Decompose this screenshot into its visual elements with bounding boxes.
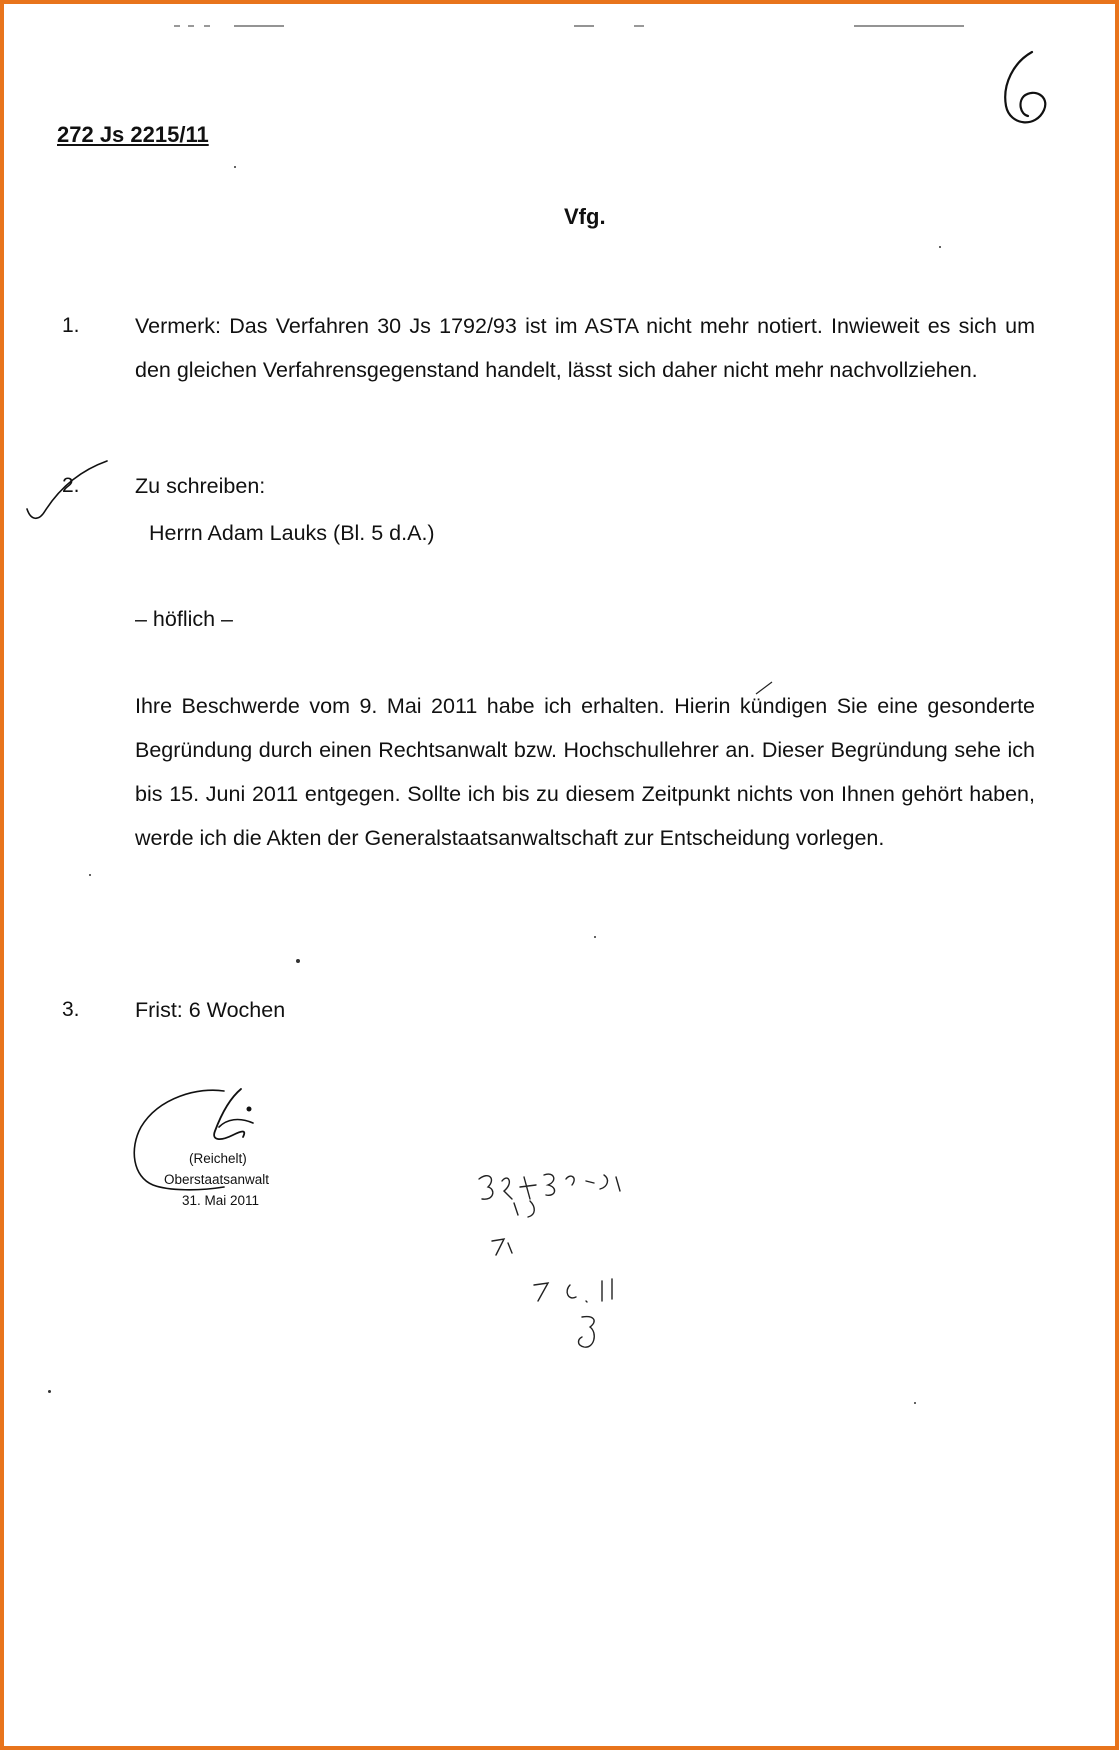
signatory-title: Oberstaatsanwalt: [164, 1172, 270, 1187]
scan-dust: [594, 936, 596, 938]
case-number: 272 Js 2215/11: [57, 122, 209, 147]
scan-dust: [914, 1402, 916, 1404]
note-paragraph: Vermerk: Das Verfahren 30 Js 1792/93 ist im ASTA nicht mehr notiert. Inwieweit es sich um den gleichen Verfahrensgegenstand handelt, lässt sich daher nicht mehr nachvollziehen.: [135, 314, 1035, 382]
item-number-3: 3.: [62, 998, 80, 1021]
scan-dust: [296, 959, 300, 963]
scan-dust: [234, 166, 236, 168]
item-number-2: 2.: [62, 474, 80, 497]
document-page: [4, 4, 1115, 1746]
handwritten-annotations: [474, 1169, 694, 1389]
scan-dust: [939, 246, 941, 248]
write-heading: Zu schreiben:: [135, 474, 266, 498]
recipient: Herrn Adam Lauks (Bl. 5 d.A.): [149, 521, 435, 545]
deadline: Frist: 6 Wochen: [135, 998, 286, 1022]
scan-dust: [89, 874, 91, 876]
letter-paragraph: Ihre Beschwerde vom 9. Mai 2011 habe ich erhalten. Hierin kündigen Sie eine gesonderte Begründung durch einen Rechtsanwalt bzw. Hochschullehrer an. Dieser Begründung sehe ich bis 15. Juni 2011 entgegen. Sollte ich bis zu diesem Zeitpunkt nichts von Ihnen gehört haben, werde ich die Akten der Generalstaatsanwaltschaft zur Entscheidung vorlegen.: [135, 694, 1035, 850]
handwritten-tick: [754, 680, 774, 696]
signatory-name: (Reichelt): [189, 1151, 247, 1166]
order-title: Vfg.: [564, 204, 606, 229]
signature-date: 31. Mai 2011: [182, 1193, 260, 1208]
courtesy-note: – höflich –: [135, 607, 234, 631]
scan-artifact-top: [174, 22, 974, 30]
scan-dust: [48, 1390, 51, 1393]
handwritten-page-number: [994, 44, 1064, 134]
item-number-1: 1.: [62, 314, 80, 337]
